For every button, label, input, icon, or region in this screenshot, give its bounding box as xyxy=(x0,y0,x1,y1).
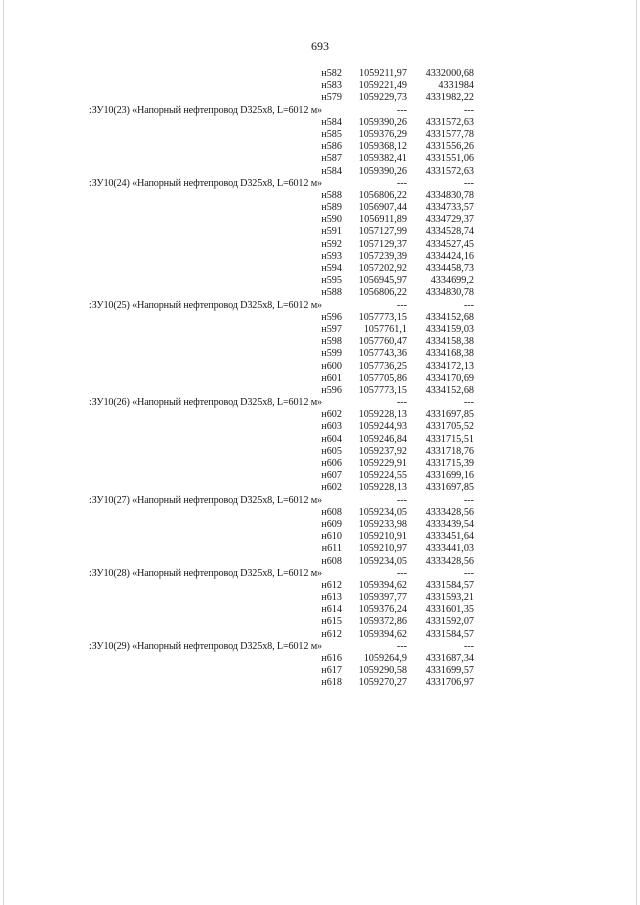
coord-x: 1057760,47 xyxy=(358,336,407,348)
coordinate-row xyxy=(0,92,640,104)
point-name: н615 xyxy=(321,616,342,628)
coord-y: --- xyxy=(463,104,474,116)
coord-y: 4331715,39 xyxy=(425,458,474,469)
coordinate-row xyxy=(0,556,640,568)
point-name: н606 xyxy=(321,458,342,469)
section-label: :ЗУ10(26) «Напорный нефтепровод D325x8, L=6012 м» xyxy=(89,397,322,409)
point-name: н583 xyxy=(321,80,342,92)
coord-y: 4334158,38 xyxy=(425,336,474,348)
coordinate-row xyxy=(0,312,640,324)
coordinate-row xyxy=(0,385,640,397)
coord-y: 4334729,37 xyxy=(425,214,474,226)
point-name: н618 xyxy=(321,677,342,689)
section-header-row xyxy=(0,568,640,580)
coord-x: 1059228,13 xyxy=(358,482,407,494)
point-name: н592 xyxy=(321,238,342,250)
coord-y: 4331592,07 xyxy=(425,616,474,628)
coord-x: 1059233,98 xyxy=(358,518,407,530)
coord-x: 1059221,49 xyxy=(358,80,407,92)
coord-x: --- xyxy=(396,177,407,189)
coord-y: 4334699,2 xyxy=(430,275,474,287)
section-header-row xyxy=(0,495,640,507)
coordinate-row xyxy=(0,214,640,226)
coordinate-row xyxy=(0,117,640,129)
point-name: н604 xyxy=(321,433,342,445)
coordinate-row xyxy=(0,251,640,263)
coordinates-table xyxy=(0,68,640,690)
coord-y: 4331699,57 xyxy=(425,665,474,677)
coord-y: --- xyxy=(463,299,474,311)
coord-x: 1059376,29 xyxy=(358,128,407,140)
coord-x: 1059229,73 xyxy=(358,92,407,104)
coord-x: 1057761,1 xyxy=(363,323,407,335)
coordinate-row xyxy=(0,592,640,604)
point-name: н605 xyxy=(321,445,342,457)
point-name: н608 xyxy=(321,506,342,518)
point-name: н596 xyxy=(321,384,342,396)
coord-y: 4331715,51 xyxy=(425,433,474,445)
coordinate-row xyxy=(0,531,640,543)
coord-y: 4334159,03 xyxy=(425,323,474,335)
coord-x: 1056806,22 xyxy=(358,287,407,299)
point-name: н579 xyxy=(321,92,342,104)
point-name: н588 xyxy=(321,287,342,299)
coord-y: --- xyxy=(463,494,474,506)
coord-x: 1057202,92 xyxy=(358,263,407,274)
section-label: :ЗУ10(23) «Напорный нефтепровод D325x8, L=6012 м» xyxy=(89,104,322,116)
coordinate-row xyxy=(0,434,640,446)
coord-x: 1059229,91 xyxy=(358,458,407,469)
coord-y: 4331556,26 xyxy=(425,141,474,153)
section-header-row xyxy=(0,397,640,409)
point-name: н601 xyxy=(321,372,342,384)
coord-x: 1056911,89 xyxy=(358,214,407,226)
coord-y: 4333441,03 xyxy=(425,543,474,555)
coord-x: 1059397,77 xyxy=(358,592,407,604)
coord-y: 4334830,78 xyxy=(425,287,474,299)
coordinate-row xyxy=(0,470,640,482)
coord-x: --- xyxy=(396,640,407,652)
coordinate-row xyxy=(0,629,640,641)
coord-y: 4333428,56 xyxy=(425,555,474,567)
coordinate-row xyxy=(0,361,640,373)
point-name: н587 xyxy=(321,153,342,165)
coordinate-row xyxy=(0,519,640,531)
coordinate-row xyxy=(0,80,640,92)
coord-y: 4331572,63 xyxy=(425,116,474,128)
point-name: н584 xyxy=(321,165,342,177)
coord-x: 1059394,62 xyxy=(358,628,407,640)
point-name: н607 xyxy=(321,470,342,482)
coord-y: 4334170,69 xyxy=(425,372,474,384)
coordinate-row xyxy=(0,507,640,519)
coordinate-row xyxy=(0,324,640,336)
coordinate-row xyxy=(0,458,640,470)
point-name: н595 xyxy=(321,275,342,287)
coord-y: --- xyxy=(463,177,474,189)
coordinate-row xyxy=(0,141,640,153)
coord-x: --- xyxy=(396,567,407,579)
coord-y: 4334528,74 xyxy=(425,226,474,238)
point-name: н612 xyxy=(321,628,342,640)
point-name: н590 xyxy=(321,214,342,226)
point-name: н614 xyxy=(321,604,342,616)
coordinate-row xyxy=(0,409,640,421)
coordinate-row xyxy=(0,239,640,251)
coord-y: 4334527,45 xyxy=(425,238,474,250)
coord-y: --- xyxy=(463,567,474,579)
coord-x: 1059246,84 xyxy=(358,433,407,445)
section-header-row xyxy=(0,641,640,653)
point-name: н588 xyxy=(321,189,342,201)
point-name: н612 xyxy=(321,579,342,591)
point-name: н594 xyxy=(321,263,342,274)
coord-x: 1059390,26 xyxy=(358,165,407,177)
coord-y: 4331697,85 xyxy=(425,482,474,494)
coord-x: 1056907,44 xyxy=(358,202,407,214)
coordinate-row xyxy=(0,543,640,555)
coordinate-row xyxy=(0,263,640,275)
coord-y: 4331593,21 xyxy=(425,592,474,604)
coordinate-row xyxy=(0,275,640,287)
section-header-row xyxy=(0,105,640,117)
coord-x: 1057773,15 xyxy=(358,311,407,323)
coord-y: 4331584,57 xyxy=(425,628,474,640)
point-name: н609 xyxy=(321,518,342,530)
coord-x: 1059234,05 xyxy=(358,506,407,518)
coord-x: 1057743,36 xyxy=(358,348,407,360)
point-name: н593 xyxy=(321,250,342,262)
coordinate-row xyxy=(0,190,640,202)
coord-y: 4331551,06 xyxy=(425,153,474,165)
coord-y: 4334830,78 xyxy=(425,189,474,201)
coord-y: 4331718,76 xyxy=(425,445,474,457)
section-label: :ЗУ10(29) «Напорный нефтепровод D325x8, L=6012 м» xyxy=(89,640,322,652)
coord-x: 1059382,41 xyxy=(358,153,407,165)
coord-x: 1059372,86 xyxy=(358,616,407,628)
coord-x: 1059210,91 xyxy=(358,531,407,543)
coordinate-row xyxy=(0,166,640,178)
coord-x: 1057129,37 xyxy=(358,238,407,250)
coord-x: 1059270,27 xyxy=(358,677,407,689)
coord-x: 1059368,12 xyxy=(358,141,407,153)
point-name: н613 xyxy=(321,592,342,604)
coord-y: --- xyxy=(463,640,474,652)
point-name: н597 xyxy=(321,323,342,335)
point-name: н602 xyxy=(321,482,342,494)
point-name: н582 xyxy=(321,68,342,79)
coordinate-row xyxy=(0,336,640,348)
coord-x: 1059376,24 xyxy=(358,604,407,616)
coord-y: 4333439,54 xyxy=(425,518,474,530)
coordinate-row xyxy=(0,348,640,360)
coord-y: 4334168,38 xyxy=(425,348,474,360)
coord-x: 1057127,99 xyxy=(358,226,407,238)
coord-x: 1059394,62 xyxy=(358,579,407,591)
coordinate-row xyxy=(0,446,640,458)
coord-y: 4331572,63 xyxy=(425,165,474,177)
coord-y: 4331984 xyxy=(438,80,474,92)
coord-y: 4331584,57 xyxy=(425,579,474,591)
coord-x: --- xyxy=(396,299,407,311)
coord-y: 4331697,85 xyxy=(425,409,474,421)
coordinate-row xyxy=(0,129,640,141)
coord-x: 1056945,97 xyxy=(358,275,407,287)
coord-y: 4334152,68 xyxy=(425,384,474,396)
coordinate-row xyxy=(0,68,640,80)
coord-y: 4334152,68 xyxy=(425,311,474,323)
coord-x: --- xyxy=(396,397,407,409)
point-name: н610 xyxy=(321,531,342,543)
coord-y: 4334424,16 xyxy=(425,250,474,262)
coord-x: 1057239,39 xyxy=(358,250,407,262)
coord-x: 1057705,86 xyxy=(358,372,407,384)
coord-x: 1059234,05 xyxy=(358,555,407,567)
coord-y: 4334458,73 xyxy=(425,263,474,274)
coord-x: 1057773,15 xyxy=(358,384,407,396)
coord-y: --- xyxy=(463,397,474,409)
point-name: н586 xyxy=(321,141,342,153)
coord-x: --- xyxy=(396,494,407,506)
coord-x: 1059237,92 xyxy=(358,445,407,457)
point-name: н585 xyxy=(321,128,342,140)
coord-y: 4331699,16 xyxy=(425,470,474,482)
coord-x: 1057736,25 xyxy=(358,360,407,372)
point-name: н596 xyxy=(321,311,342,323)
coord-y: 4331705,52 xyxy=(425,421,474,433)
coord-x: 1059244,93 xyxy=(358,421,407,433)
coord-y: 4331687,34 xyxy=(425,653,474,664)
section-label: :ЗУ10(27) «Напорный нефтепровод D325x8, L=6012 м» xyxy=(89,494,322,506)
section-label: :ЗУ10(25) «Напорный нефтепровод D325x8, L=6012 м» xyxy=(89,299,322,311)
point-name: н599 xyxy=(321,348,342,360)
coordinate-row xyxy=(0,226,640,238)
point-name: н603 xyxy=(321,421,342,433)
point-name: н608 xyxy=(321,555,342,567)
page-number: 693 xyxy=(311,39,329,53)
point-name: н616 xyxy=(321,653,342,664)
coordinate-row xyxy=(0,482,640,494)
coord-x: 1059228,13 xyxy=(358,409,407,421)
point-name: н598 xyxy=(321,336,342,348)
coord-y: 4331982,22 xyxy=(425,92,474,104)
point-name: н589 xyxy=(321,202,342,214)
coordinate-row xyxy=(0,287,640,299)
coordinate-row xyxy=(0,604,640,616)
point-name: н591 xyxy=(321,226,342,238)
coord-y: 4334172,13 xyxy=(425,360,474,372)
coord-x: 1059210,97 xyxy=(358,543,407,555)
coord-y: 4333428,56 xyxy=(425,506,474,518)
coord-x: 1059290,58 xyxy=(358,665,407,677)
coordinate-row xyxy=(0,421,640,433)
point-name: н602 xyxy=(321,409,342,421)
coord-x: 1059390,26 xyxy=(358,116,407,128)
coord-x: 1059264,9 xyxy=(363,653,407,664)
coord-x: 1059224,55 xyxy=(358,470,407,482)
coordinate-row xyxy=(0,580,640,592)
coordinate-row xyxy=(0,153,640,165)
point-name: н584 xyxy=(321,116,342,128)
coord-y: 4331601,35 xyxy=(425,604,474,616)
point-name: н600 xyxy=(321,360,342,372)
coordinate-row xyxy=(0,677,640,689)
section-label: :ЗУ10(24) «Напорный нефтепровод D325x8, L=6012 м» xyxy=(89,177,322,189)
coord-y: 4331706,97 xyxy=(425,677,474,689)
coord-x: 1059211,97 xyxy=(358,68,407,79)
coordinate-row xyxy=(0,373,640,385)
section-header-row xyxy=(0,178,640,190)
coord-y: 4331577,78 xyxy=(425,128,474,140)
coord-y: 4333451,64 xyxy=(425,531,474,543)
coordinate-row xyxy=(0,202,640,214)
section-label: :ЗУ10(28) «Напорный нефтепровод D325x8, L=6012 м» xyxy=(89,567,322,579)
coord-x: --- xyxy=(396,104,407,116)
point-name: н617 xyxy=(321,665,342,677)
point-name: н611 xyxy=(321,543,342,555)
coord-y: 4334733,57 xyxy=(425,202,474,214)
coord-x: 1056806,22 xyxy=(358,189,407,201)
coordinate-row xyxy=(0,665,640,677)
coordinate-row xyxy=(0,653,640,665)
coordinate-row xyxy=(0,616,640,628)
section-header-row xyxy=(0,300,640,312)
coord-y: 4332000,68 xyxy=(425,68,474,79)
